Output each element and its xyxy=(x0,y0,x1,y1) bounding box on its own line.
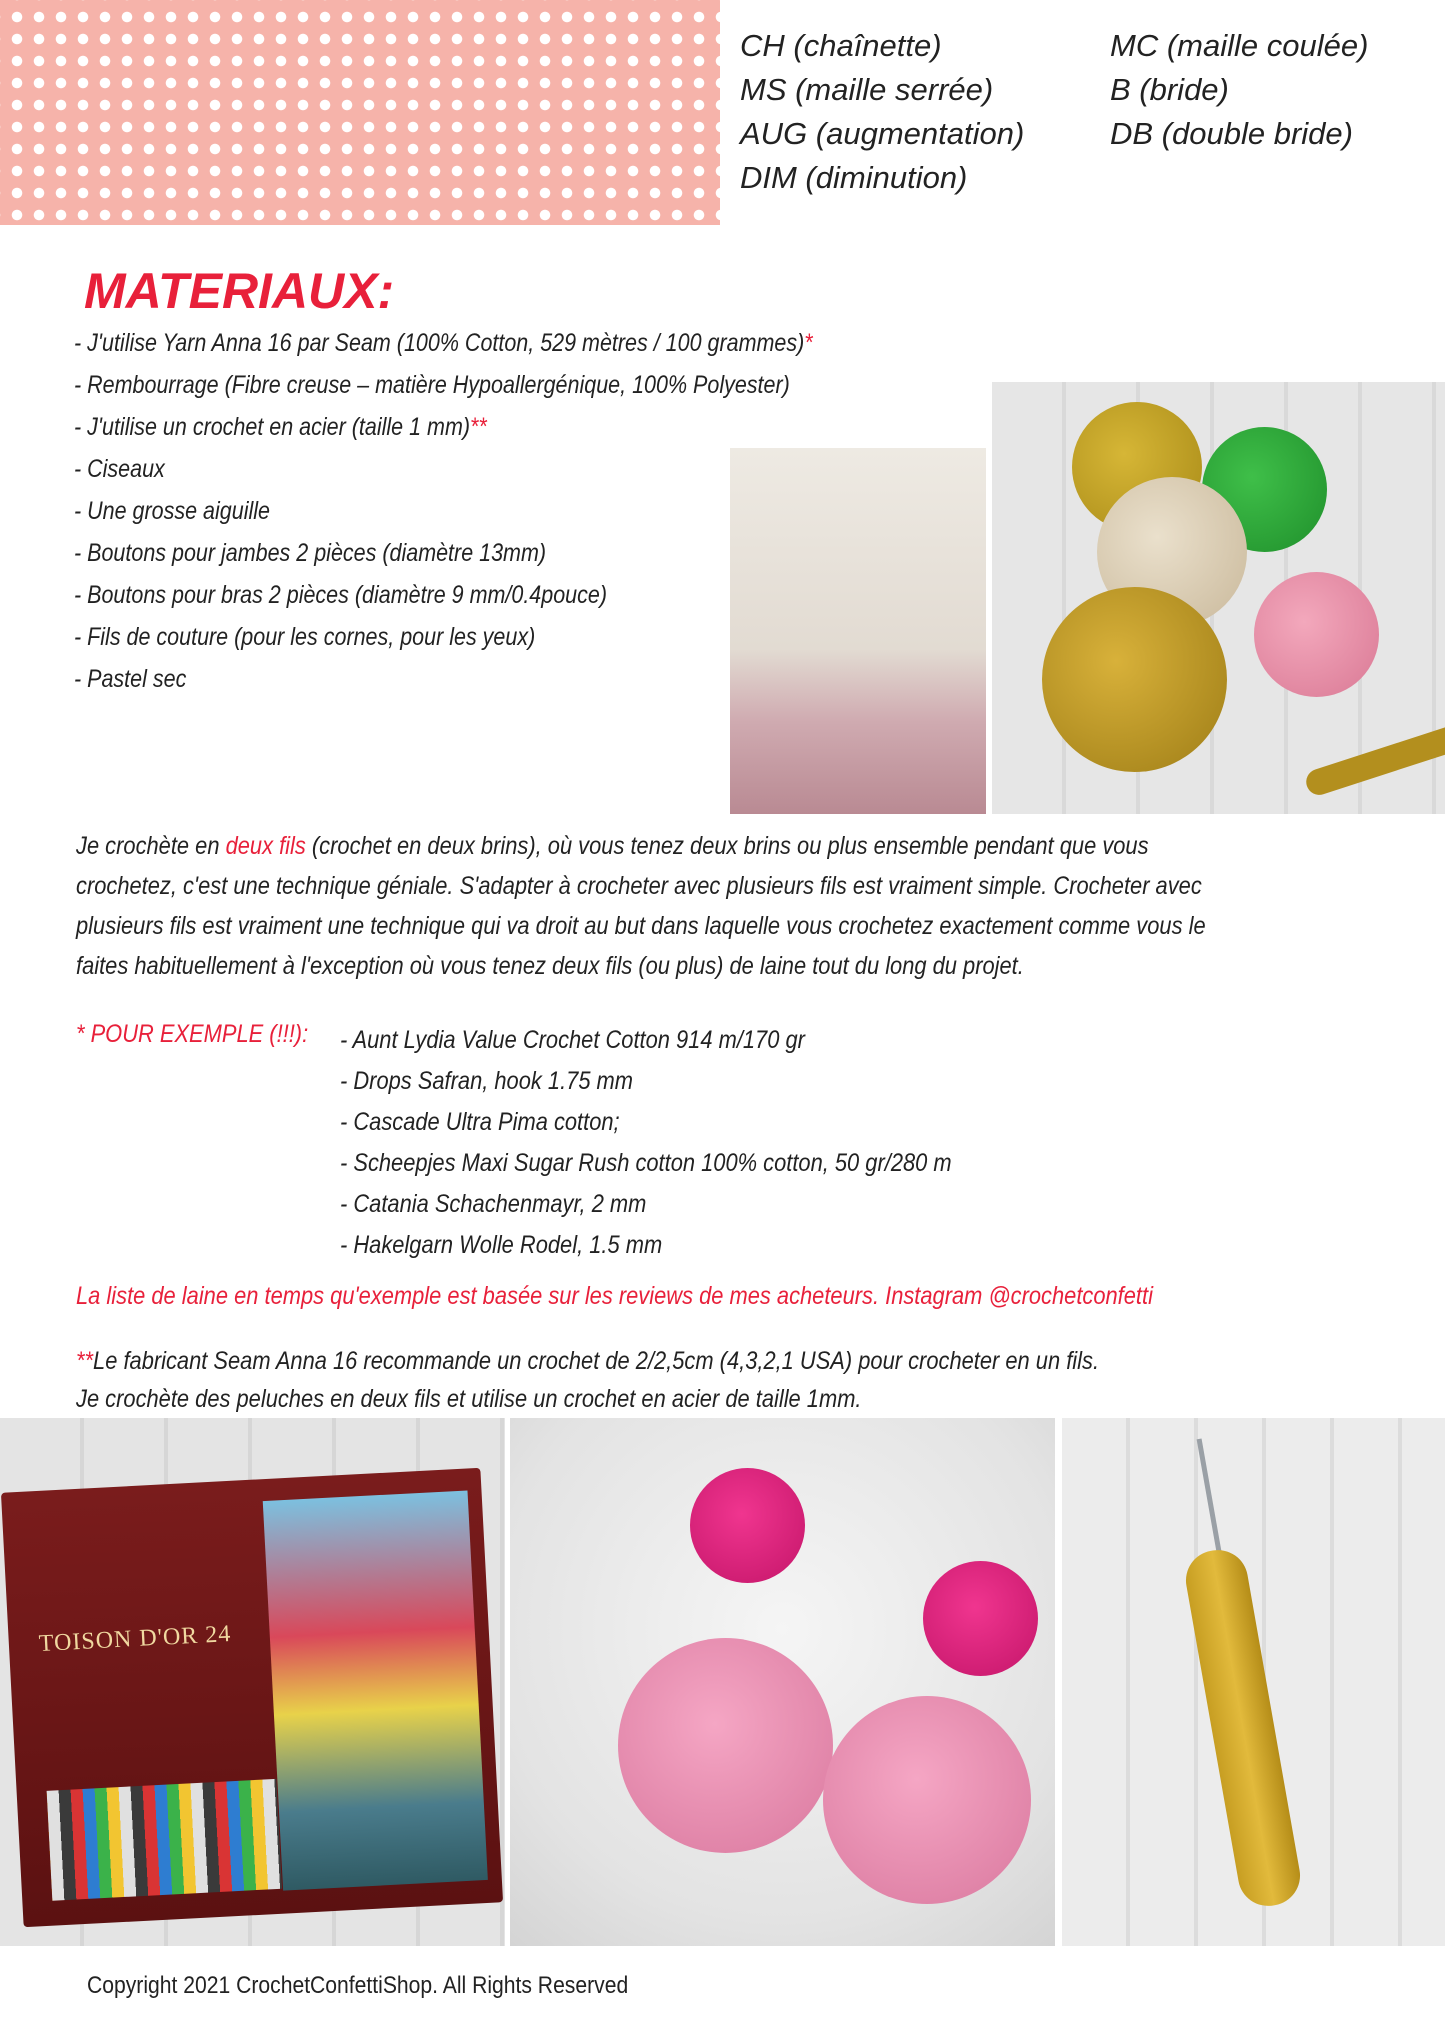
materials-item: - Ciseaux xyxy=(74,455,165,483)
pink-buttons-photo xyxy=(510,1418,1055,1946)
abbreviation-dim: DIM (diminution) xyxy=(740,160,968,195)
yarn-list-note: La liste de laine en temps qu'exemple est basée sur les reviews de mes acheteurs. Instagram @crochetconfetti xyxy=(76,1282,1153,1310)
steel-crochet-hook-photo xyxy=(1062,1418,1445,1946)
materials-item: - Fils de couture (pour les cornes, pour les yeux) xyxy=(74,623,536,651)
polka-dot-banner xyxy=(0,0,720,225)
abbreviation-ms: MS (maille serrée) xyxy=(740,72,994,107)
example-item: - Drops Safran, hook 1.75 mm xyxy=(340,1067,634,1095)
examples-list xyxy=(340,1020,952,1266)
crochet-hook-image xyxy=(1303,712,1445,799)
hook-shaft xyxy=(1197,1438,1223,1557)
abbreviations-right xyxy=(1110,24,1368,156)
materials-item: - Rembourrage (Fibre creuse – matière Hypoallergénique, 100% Polyester) xyxy=(74,371,790,399)
intro-paragraph: Je crochète en deux fils (crochet en deux brins), où vous tenez deux brins ou plus ensemble pendant que vous crochetez, c'est une technique géniale. S'adapter à crocheter avec plusieurs fils est vraiment simple. Crocheter avec plusieurs fils est vraiment une technique qui va droit au but dans laquelle vous crochetez exactement comme vous le faites habituellement à l'exception où vous tenez deux fils (ou plus) de laine tout du long du projet. xyxy=(76,832,1206,980)
yarn-balls-photo xyxy=(992,382,1445,814)
hook-recommendation-note: **Le fabricant Seam Anna 16 recommande un crochet de 2/2,5cm (4,3,2,1 USA) pour crocheter en un fils. Je crochète des peluches en deux fils et utilise un crochet en acier de taille 1mm. xyxy=(76,1347,1100,1413)
button-small-pink xyxy=(690,1468,805,1583)
abbreviation-ch: CH (chaînette) xyxy=(740,28,942,63)
materials-item: - J'utilise un crochet en acier (taille 1 mm)** xyxy=(74,413,487,441)
example-item: - Hakelgarn Wolle Rodel, 1.5 mm xyxy=(340,1231,663,1259)
abbreviations-left xyxy=(740,24,1024,200)
hook-handle xyxy=(1181,1545,1305,1910)
example-item: - Cascade Ultra Pima cotton; xyxy=(340,1108,620,1136)
soft-pastels-photo xyxy=(0,1418,505,1946)
pastel-sticks xyxy=(47,1779,282,1901)
pastel-box-title: TOISON D'OR 24 xyxy=(38,1621,232,1658)
pastel-box-painting xyxy=(263,1490,488,1890)
yarn-ball-pink xyxy=(1254,572,1379,697)
examples-label: * POUR EXEMPLE (!!!): xyxy=(76,1020,309,1048)
materials-item: - Une grosse aiguille xyxy=(74,497,270,525)
button-small-pink xyxy=(923,1561,1038,1676)
example-item: - Aunt Lydia Value Crochet Cotton 914 m/170 gr xyxy=(340,1026,805,1054)
button-large-pink xyxy=(823,1696,1031,1904)
abbreviation-b: B (bride) xyxy=(1110,72,1229,107)
materials-list xyxy=(74,322,831,700)
materials-item: - Pastel sec xyxy=(74,665,187,693)
materials-heading: MATERIAUX: xyxy=(84,263,395,319)
example-item: - Scheepjes Maxi Sugar Rush cotton 100% cotton, 50 gr/280 m xyxy=(340,1149,952,1177)
button-large-pink xyxy=(618,1638,833,1853)
copyright-footer: Copyright 2021 CrochetConfettiShop. All Rights Reserved xyxy=(87,1972,629,1999)
materials-item: - J'utilise Yarn Anna 16 par Seam (100% Cotton, 529 mètres / 100 grammes)* xyxy=(74,329,813,357)
abbreviation-mc: MC (maille coulée) xyxy=(1110,28,1369,63)
materials-item: - Boutons pour jambes 2 pièces (diamètre 13mm) xyxy=(74,539,547,567)
abbreviation-aug: AUG (augmentation) xyxy=(740,116,1025,151)
example-item: - Catania Schachenmayr, 2 mm xyxy=(340,1190,647,1218)
materials-item: - Boutons pour bras 2 pièces (diamètre 9 mm/0.4pouce) xyxy=(74,581,607,609)
highlight-deux-fils: deux fils xyxy=(225,832,306,860)
abbreviation-db: DB (double bride) xyxy=(1110,116,1353,151)
yarn-ball-mustard xyxy=(1042,587,1227,772)
pastel-box xyxy=(1,1468,503,1928)
white-pink-yarn-photo xyxy=(730,448,986,814)
